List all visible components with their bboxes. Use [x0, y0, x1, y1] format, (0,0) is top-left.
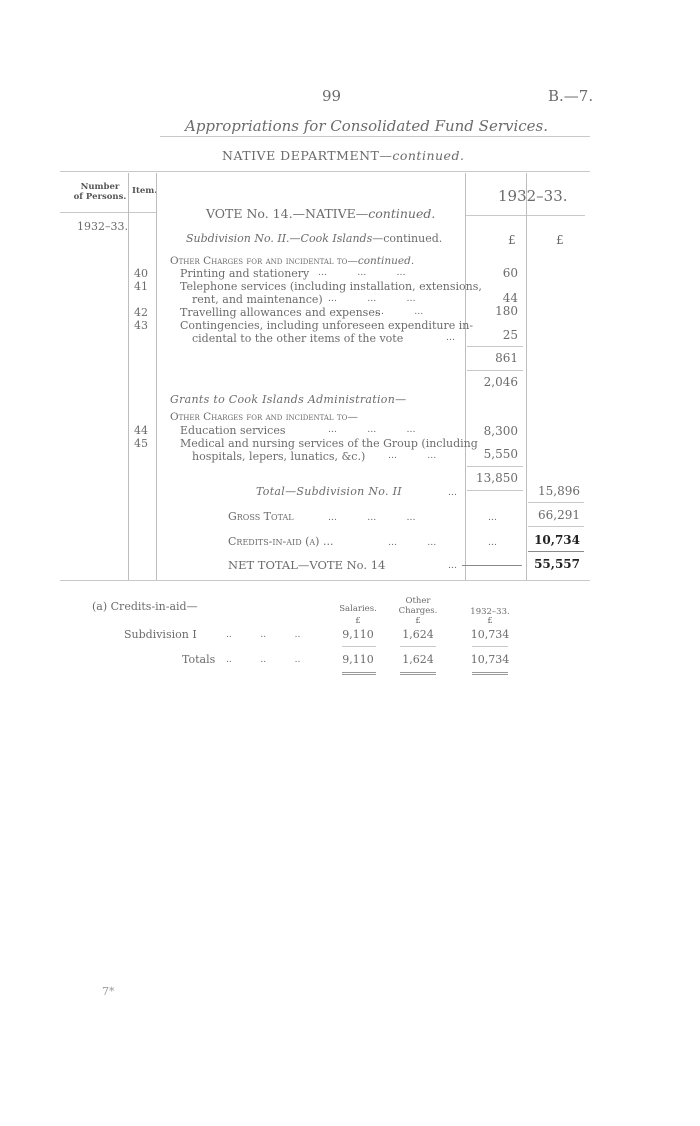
- line-item-text: Contingencies, including unforeseen expenditure in-: [180, 319, 474, 332]
- net-total-label: NET TOTAL—VOTE No. 14: [228, 558, 386, 572]
- footnote-other-value: 1,624: [402, 628, 434, 641]
- subdivision-continued: —continued.: [372, 232, 443, 245]
- footnote-header-salaries: Salaries.: [339, 604, 377, 614]
- page-signature-mark: 7*: [102, 985, 115, 998]
- subdivision-total-label: Total—Subdivision No. II: [256, 485, 402, 498]
- vote-title-text: VOTE No. 14.—NATIVE: [206, 206, 356, 221]
- line-item-amount: 25: [502, 328, 518, 342]
- other-charges-continued: —continued.: [347, 255, 415, 267]
- leader-dots: ...: [488, 512, 498, 523]
- footnote-salaries-value: 9,110: [342, 628, 374, 641]
- leader-dots: .. .. ..: [226, 630, 301, 640]
- subtotal-rule: [467, 370, 523, 371]
- footnote-rule: [342, 646, 376, 647]
- department-name: NATIVE DEPARTMENT: [222, 148, 380, 163]
- leader-dots: ... ...: [388, 450, 437, 461]
- gross-total-label: Gross Total: [228, 510, 294, 523]
- leader-dots: ... ... ...: [328, 293, 416, 304]
- footnote-double-rule: [342, 672, 376, 675]
- subtotal-amount: 861: [495, 351, 518, 365]
- grants-heading: Grants to Cook Islands Administration—: [170, 393, 407, 406]
- line-item-amount: 180: [495, 304, 518, 318]
- table-bottom-rule: [60, 580, 590, 581]
- vote-title-continued: —continued.: [355, 206, 436, 221]
- footnote-year-value: 10,734: [470, 628, 510, 641]
- footnote-label: [92, 600, 198, 613]
- pound-sign-c: £: [487, 616, 493, 626]
- leader-dots: ... ... ...: [328, 512, 416, 523]
- footnote-double-rule: [400, 672, 436, 675]
- page-title: Appropriations for Consolidated Fund Services.: [185, 117, 549, 135]
- line-item-text: Printing and stationery: [180, 267, 310, 280]
- pound-sign-2: £: [556, 233, 564, 247]
- total-rule: [528, 526, 584, 527]
- leader-dots: ...: [448, 560, 458, 571]
- column-header-number-persons: [72, 182, 128, 202]
- line-item-text: hospitals, lepers, lunatics, &c.): [192, 450, 366, 463]
- subdivision-name: Subdivision No. II.—Cook Islands: [186, 232, 373, 245]
- net-total-rule: [462, 565, 522, 566]
- subtotal-rule: [467, 490, 523, 491]
- total-rule: [528, 551, 584, 552]
- footnote-rule: [400, 646, 436, 647]
- grants-charges-heading: Other Charges for and incidental to—: [170, 411, 358, 423]
- credits-in-aid-label: Credits-in-aid (a) ...: [228, 535, 334, 548]
- line-item-amount: 60: [502, 266, 518, 280]
- item-number: 42: [134, 306, 148, 319]
- line-item-text: rent, and maintenance): [192, 293, 323, 306]
- left-year-label: 1932–33.: [77, 220, 128, 233]
- footnote-header-year: 1932–33.: [470, 607, 510, 617]
- footnote-header-other-2: Charges.: [398, 606, 438, 616]
- leader-dots: ... ...: [375, 306, 424, 317]
- department-continued: —continued.: [379, 148, 465, 163]
- line-item-text: cidental to the other items of the vote: [192, 332, 404, 345]
- gross-total-value: 66,291: [538, 508, 580, 522]
- item-column-rule-left: [128, 173, 129, 581]
- line-item-amount: 8,300: [483, 424, 518, 438]
- footnote-header-other-1: Other: [405, 596, 431, 606]
- line-item-text: Travelling allowances and expenses: [180, 306, 381, 319]
- subdivision-total-value: 15,896: [538, 484, 580, 498]
- leader-dots: ... ...: [388, 537, 437, 548]
- leader-dots: ... ... ...: [318, 267, 406, 278]
- pound-sign-b: £: [415, 616, 421, 626]
- line-item-text: Education services: [180, 424, 286, 437]
- footnote-double-rule: [472, 672, 508, 675]
- line-item-amount: 5,550: [483, 447, 518, 461]
- vote-title: [206, 206, 435, 221]
- leader-dots: .. .. ..: [226, 655, 301, 665]
- net-total-value: 55,557: [534, 557, 580, 571]
- other-charges-heading: [170, 255, 414, 267]
- item-number: 43: [134, 319, 148, 332]
- leader-dots: ...: [446, 332, 456, 343]
- number-persons-line-1: Number: [80, 182, 120, 192]
- leader-dots: ...: [448, 487, 458, 498]
- number-persons-line-2: of Persons.: [73, 192, 127, 202]
- pound-sign-1: £: [508, 233, 516, 247]
- footnote-label-text: (a) Credits-in-aid—: [92, 600, 198, 613]
- pound-sign-a: £: [355, 616, 361, 626]
- item-number: 45: [134, 437, 148, 450]
- carried-amount: 2,046: [483, 375, 518, 389]
- item-number: 41: [134, 280, 148, 293]
- line-item-text: Medical and nursing services of the Group (including: [180, 437, 478, 450]
- other-charges-text: Other Charges for and incidental to: [170, 255, 348, 267]
- column-header-rule-right: [465, 215, 585, 216]
- footnote-salaries-value: 9,110: [342, 653, 374, 666]
- table-top-rule: [60, 171, 590, 172]
- department-heading: [222, 148, 464, 163]
- column-header-year: 1932–33.: [498, 187, 568, 205]
- grants-subtotal: 13,850: [476, 471, 518, 485]
- total-rule: [528, 502, 584, 503]
- item-number: 40: [134, 267, 148, 280]
- line-item-text: Telephone services (including installation, extensions,: [180, 280, 482, 293]
- line-item-amount: 44: [502, 291, 518, 305]
- column-header-rule-left: [60, 212, 156, 213]
- page-number: 99: [322, 87, 342, 105]
- credits-in-aid-value: 10,734: [534, 533, 580, 547]
- item-column-rule-right: [156, 173, 157, 581]
- footnote-rule: [472, 646, 508, 647]
- footnote-row-label: Subdivision I: [124, 628, 197, 641]
- column-header-item: Item.: [132, 186, 158, 196]
- item-number: 44: [134, 424, 148, 437]
- subtotal-rule: [467, 346, 523, 347]
- document-reference: B.—7.: [548, 87, 594, 105]
- leader-dots: ...: [488, 537, 498, 548]
- footnote-year-value: 10,734: [470, 653, 510, 666]
- subtotal-rule: [467, 466, 523, 467]
- footnote-other-value: 1,624: [402, 653, 434, 666]
- leader-dots: ... ... ...: [328, 424, 416, 435]
- footnote-header-other: [388, 596, 448, 616]
- subdivision-heading: [186, 232, 442, 245]
- footnote-row-label: Totals: [182, 653, 216, 666]
- title-rule: [160, 136, 590, 137]
